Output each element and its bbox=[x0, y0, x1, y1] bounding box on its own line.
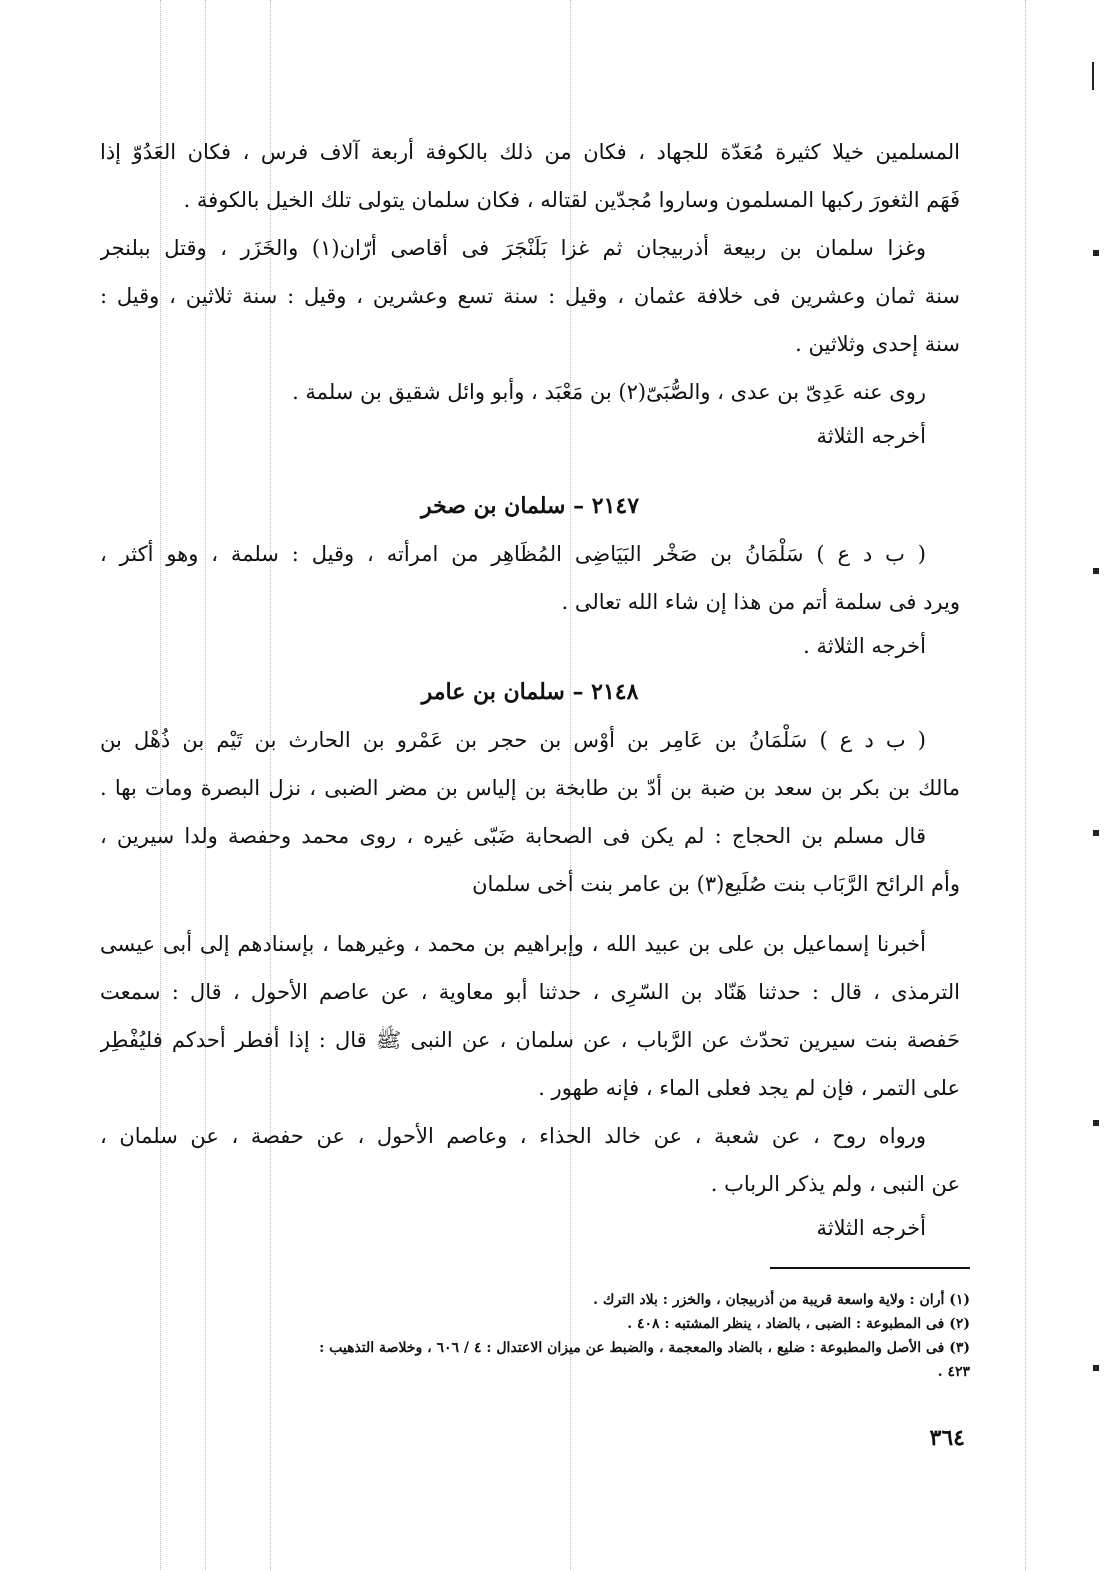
text-line: عن النبى ، ولم يذكر الرباب . bbox=[710, 1172, 960, 1196]
entry-2148 bbox=[100, 716, 960, 1248]
text-line: ( ب د ع ) سَلْمَانُ بن صَخْر البَيَاضِى المُظَاهِر من امرأته ، وقيل : سلمة ، وهو أكثر ، bbox=[100, 542, 926, 566]
entry-heading: ٢١٤٧ – سلمان بن صخر bbox=[420, 493, 640, 519]
margin-dot bbox=[1093, 1120, 1099, 1126]
footnote-3: (٣) فى الأصل والمطبوعة : ضليع ، بالضاد والمعجمة ، والضبط عن ميزان الاعتدال : ٤ / ٦٠٦ ، وخلاصة التذهيب : bbox=[319, 1340, 970, 1356]
entry-2147 bbox=[100, 530, 960, 666]
scan-edge-mark bbox=[1092, 62, 1094, 90]
footnote-2: (٢) فى المطبوعة : الضبى ، بالضاد ، ينظر المشتبه : ٤٠٨ . bbox=[627, 1316, 970, 1332]
text-line: الترمذى ، قال : حدثنا هَنّاد بن السّرِى ، حدثنا أبو معاوية ، عن عاصم الأحول ، قال : سمعت bbox=[100, 980, 960, 1004]
margin-dot bbox=[1093, 1365, 1099, 1371]
footnote-1: (١) أران : ولاية واسعة قريبة من أذربيجان ، والخزر : بلاد الترك . bbox=[593, 1292, 970, 1308]
margin-dot bbox=[1093, 568, 1099, 574]
text-line: على التمر ، فإن لم يجد فعلى الماء ، فإنه طهور . bbox=[538, 1076, 960, 1100]
text-line: فَهَم الثغورَ ركبها المسلمون وساروا مُجدّين لقتاله ، فكان سلمان يتولى تلك الخيل بالكوفة . bbox=[183, 188, 960, 212]
footnote-3-continued: ٤٢٣ . bbox=[937, 1364, 970, 1380]
text-line: روى عنه عَدِىّ بن عدى ، والصُّبَىّ(٢) بن مَعْبَد ، وأبو وائل شقيق بن سلمة . bbox=[292, 380, 926, 404]
text-line: أخرجه الثلاثة bbox=[816, 424, 926, 448]
text-line: سنة إحدى وثلاثين . bbox=[795, 332, 960, 356]
text-line: أخرجه الثلاثة . bbox=[803, 634, 926, 658]
margin-dot bbox=[1093, 830, 1099, 836]
text-line: سنة ثمان وعشرين فى خلافة عثمان ، وقيل : سنة تسع وعشرين ، وقيل : سنة ثلاثين ، وقيل : bbox=[100, 284, 960, 308]
text-line: ويرد فى سلمة أتم من هذا إن شاء الله تعالى . bbox=[561, 590, 960, 614]
scan-guide-line bbox=[1025, 0, 1026, 1570]
footnotes bbox=[100, 1288, 970, 1384]
text-line: ورواه روح ، عن شعبة ، عن خالد الحذاء ، وعاصم الأحول ، عن حفصة ، عن سلمان ، bbox=[100, 1124, 926, 1148]
entry-heading: ٢١٤٨ – سلمان بن عامر bbox=[421, 679, 639, 705]
text-line: حَفصة بنت سيرين تحدّث عن الرَّباب ، عن سلمان ، عن النبى ﷺ قال : إذا أفطر أحدكم فليُفْطِر bbox=[100, 1028, 960, 1052]
footnote-separator bbox=[770, 1267, 970, 1269]
page-number: ٣٦٤ bbox=[929, 1425, 965, 1451]
text-line: وغزا سلمان بن ربيعة أذربيجان ثم غزا بَلَنْجَرَ فى أقاصى أرّان(١) والخَزَر ، وقتل ببلنجر bbox=[100, 236, 926, 260]
text-line: وأم الرائح الرَّبَاب بنت صُلَيع(٣) بن عامر بنت أخى سلمان bbox=[472, 872, 960, 896]
margin-dot bbox=[1093, 250, 1099, 256]
text-line: مالك بن بكر بن سعد بن ضبة بن أدّ بن طابخة بن إلياس بن مضر الضبى ، نزل البصرة ومات بها . bbox=[100, 776, 960, 800]
text-line: أخبرنا إسماعيل بن على بن عبيد الله ، وإبراهيم بن محمد ، وغيرهما ، بإسنادهم إلى أبى عيسى bbox=[100, 932, 926, 956]
text-line: ( ب د ع ) سَلْمَانُ بن عَامِر بن أوْس بن حجر بن عَمْرو بن الحارث بن تَيْم بن ذُهْل بن bbox=[100, 728, 926, 752]
text-line: قال مسلم بن الحجاج : لم يكن فى الصحابة ضَبّى غيره ، روى محمد وحفصة ولدا سيرين ، bbox=[100, 824, 926, 848]
intro-section bbox=[100, 128, 960, 456]
text-line: أخرجه الثلاثة bbox=[816, 1216, 926, 1240]
text-line: المسلمين خيلا كثيرة مُعَدّة للجهاد ، فكان من ذلك بالكوفة أربعة آلاف فرس ، فكان العَدُوّ إذا bbox=[100, 140, 960, 164]
